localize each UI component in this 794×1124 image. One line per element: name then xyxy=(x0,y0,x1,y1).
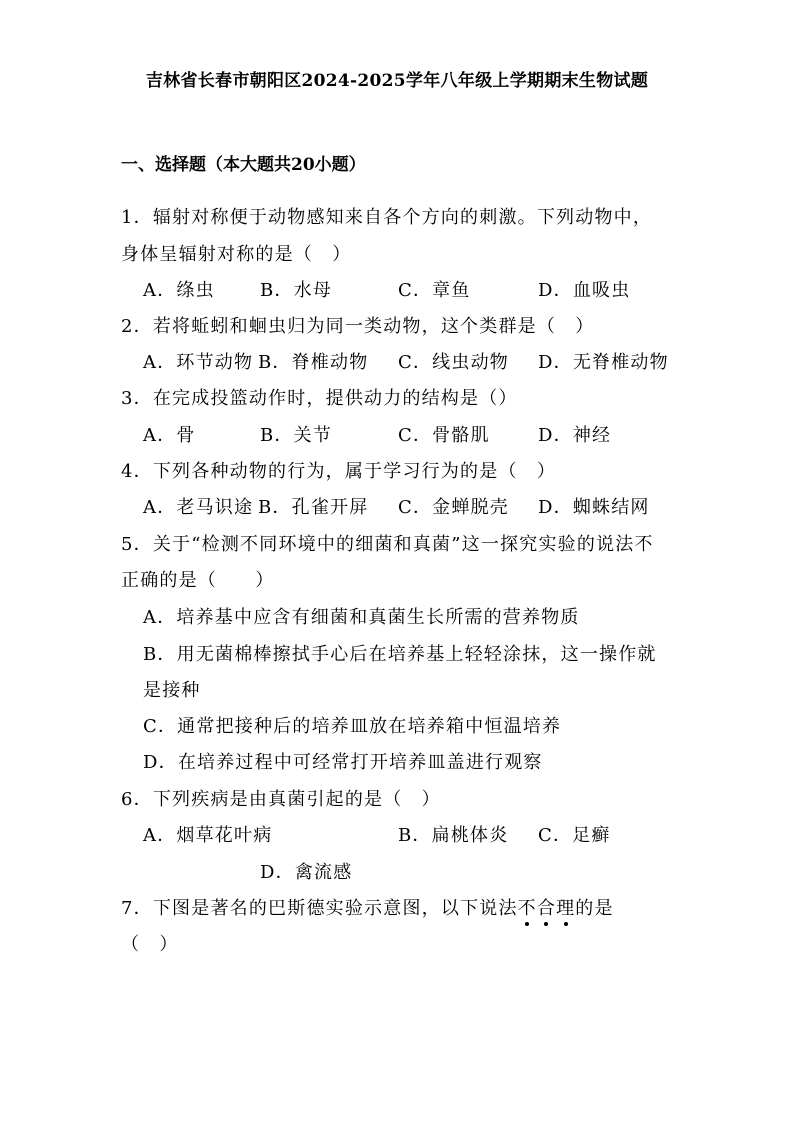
question-1-text-cont: 身体呈辐射对称的是（ ） xyxy=(121,244,352,265)
q5-option-c: C．通常把接种后的培养皿放在培养箱中恒温培养 xyxy=(143,716,562,737)
q2-option-d: D．无脊椎动物 xyxy=(538,352,669,373)
q2-option-b: B．脊椎动物 xyxy=(258,352,369,373)
question-6-text: 6．下列疾病是由真菌引起的是（ ） xyxy=(121,789,441,810)
q5-option-a: A．培养基中应含有细菌和真菌生长所需的营养物质 xyxy=(143,607,580,628)
question-7-prefix: 7．下图是著名的巴斯德实验示意图，以下说法 xyxy=(121,898,518,919)
question-2-text: 2．若将蚯蚓和蛔虫归为同一类动物，这个类群是（ ） xyxy=(121,316,595,337)
q3-option-c: C．骨骼肌 xyxy=(398,425,490,446)
q5-option-d: D．在培养过程中可经常打开培养皿盖进行观察 xyxy=(143,752,543,773)
question-7-text xyxy=(121,894,614,920)
question-5-text: 5．关于“检测不同环境中的细菌和真菌”这一探究实验的说法不 xyxy=(121,534,654,555)
question-5-text-cont: 正确的是（ ） xyxy=(121,570,275,591)
q1-option-a: A．绦虫 xyxy=(143,280,215,301)
q3-option-b: B．关节 xyxy=(260,425,333,446)
q4-option-c: C．金蝉脱壳 xyxy=(398,497,509,518)
emphasis-char-3: 理 xyxy=(556,894,575,920)
q2-option-a: A．环节动物 xyxy=(143,352,254,373)
q3-option-d: D．神经 xyxy=(538,425,612,446)
q6-option-c: C．足癣 xyxy=(538,825,611,846)
q3-option-a: A．骨 xyxy=(143,425,196,446)
question-3-text: 3．在完成投篮动作时，提供动力的结构是（） xyxy=(121,388,518,409)
q4-option-b: B．孔雀开屏 xyxy=(258,497,369,518)
q4-option-d: D．蜘蛛结网 xyxy=(538,497,650,518)
question-7-suffix: 的是 xyxy=(575,898,614,919)
section-heading: 一、选择题（本大题共20小题） xyxy=(121,155,366,175)
page-title: 吉林省长春市朝阳区2024-2025学年八年级上学期期末生物试题 xyxy=(145,71,649,91)
question-1-text: 1．辐射对称便于动物感知来自各个方向的刺激。下列动物中， xyxy=(121,207,653,228)
q5-option-b-cont: 是接种 xyxy=(143,680,201,701)
q1-option-b: B．水母 xyxy=(260,280,333,301)
emphasis-char-2: 合 xyxy=(537,894,556,920)
q6-option-d: D．禽流感 xyxy=(260,862,353,883)
q4-option-a: A．老马识途 xyxy=(143,497,254,518)
question-7-text-cont: （ ） xyxy=(121,934,179,955)
q5-option-b: B．用无菌棉棒擦拭手心后在培养基上轻轻涂抹，这一操作就 xyxy=(143,644,657,665)
q1-option-c: C．章鱼 xyxy=(398,280,471,301)
emphasis-char-1: 不 xyxy=(518,894,537,920)
q2-option-c: C．线虫动物 xyxy=(398,352,509,373)
question-4-text: 4．下列各种动物的行为，属于学习行为的是（ ） xyxy=(121,461,557,482)
q6-option-b: B．扁桃体炎 xyxy=(398,825,509,846)
q1-option-d: D．血吸虫 xyxy=(538,280,631,301)
q6-option-a: A．烟草花叶病 xyxy=(143,825,273,846)
